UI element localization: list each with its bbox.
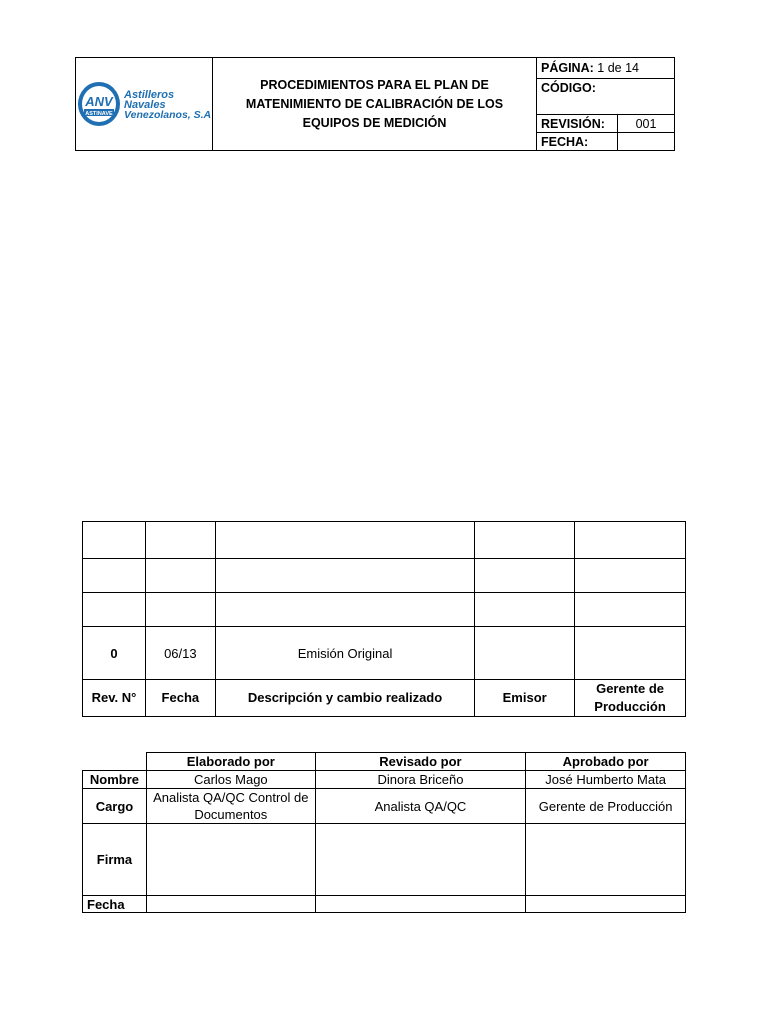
table-cell xyxy=(145,559,215,593)
fecha-label: FECHA: xyxy=(537,133,618,151)
svg-text:ANV: ANV xyxy=(85,93,113,109)
col-elaborado: Elaborado por xyxy=(146,753,315,771)
codigo-cell xyxy=(537,79,675,115)
nombre-aprobado: José Humberto Mata xyxy=(526,771,686,789)
table-row xyxy=(83,522,686,559)
document-header xyxy=(75,57,675,151)
header-emisor: Emisor xyxy=(475,680,575,717)
table-cell xyxy=(83,559,146,593)
header-fecha: Fecha xyxy=(145,680,215,717)
corner-cell xyxy=(83,753,147,771)
table-row xyxy=(83,627,686,680)
table-cell xyxy=(575,593,686,627)
table-cell xyxy=(215,559,474,593)
rev-date: 06/13 xyxy=(145,627,215,680)
table-cell xyxy=(475,593,575,627)
table-cell xyxy=(215,593,474,627)
rev-description: Emisión Original xyxy=(215,627,474,680)
nombre-elaborado: Carlos Mago xyxy=(146,771,315,789)
svg-text:Astilleros: Astilleros xyxy=(124,88,175,101)
svg-text:Venezolanos, S.A: Venezolanos, S.A xyxy=(124,108,212,121)
revision-label: REVISIÓN: xyxy=(537,115,618,133)
firma-label: Firma xyxy=(83,824,147,896)
revision-history-table xyxy=(82,521,686,717)
cargo-elaborado: Analista QA/QC Control de Documentos xyxy=(146,789,315,824)
approval-header-row xyxy=(83,753,686,771)
table-cell xyxy=(145,593,215,627)
approval-table xyxy=(82,752,686,913)
table-cell xyxy=(83,593,146,627)
fecha-aprobado xyxy=(526,896,686,913)
table-row xyxy=(83,559,686,593)
firma-row xyxy=(83,824,686,896)
nombre-revisado: Dinora Briceño xyxy=(315,771,526,789)
document-title: PROCEDIMIENTOS PARA EL PLAN DE MATENIMIENTO DE CALIBRACIÓN DE LOS EQUIPOS DE MEDICIÓN xyxy=(213,58,537,151)
table-row xyxy=(83,593,686,627)
rev-emisor xyxy=(475,627,575,680)
firma-aprobado xyxy=(526,824,686,896)
revision-value: 001 xyxy=(618,115,675,133)
codigo-label: CÓDIGO: xyxy=(541,81,596,95)
nombre-label: Nombre xyxy=(83,771,147,789)
fecha-value xyxy=(618,133,675,151)
table-cell xyxy=(475,559,575,593)
astinave-logo xyxy=(76,68,212,138)
fecha-revisado xyxy=(315,896,526,913)
table-cell xyxy=(145,522,215,559)
rev-gerente xyxy=(575,627,686,680)
pagina-label: PÁGINA: xyxy=(541,61,594,75)
cargo-aprobado: Gerente de Producción xyxy=(526,789,686,824)
rev-number: 0 xyxy=(83,627,146,680)
fecha-label: Fecha xyxy=(83,896,147,913)
table-cell xyxy=(83,522,146,559)
firma-elaborado xyxy=(146,824,315,896)
header-descripcion: Descripción y cambio realizado xyxy=(215,680,474,717)
header-gerente: Gerente de Producción xyxy=(575,680,686,717)
col-revisado: Revisado por xyxy=(315,753,526,771)
revision-header-row xyxy=(83,680,686,717)
svg-text:Navales: Navales xyxy=(124,98,166,111)
col-aprobado: Aprobado por xyxy=(526,753,686,771)
cargo-revisado: Analista QA/QC xyxy=(315,789,526,824)
fecha-row xyxy=(83,896,686,913)
pagina-cell xyxy=(537,58,675,79)
logo-cell xyxy=(76,58,213,151)
table-cell xyxy=(575,559,686,593)
header-rev-no: Rev. N° xyxy=(83,680,146,717)
table-cell xyxy=(475,522,575,559)
logo-badge: ASTINAVE xyxy=(85,110,113,117)
firma-revisado xyxy=(315,824,526,896)
cargo-label: Cargo xyxy=(83,789,147,824)
nombre-row xyxy=(83,771,686,789)
cargo-row xyxy=(83,789,686,824)
table-cell xyxy=(215,522,474,559)
pagina-value: 1 de 14 xyxy=(597,61,639,75)
fecha-elaborado xyxy=(146,896,315,913)
table-cell xyxy=(575,522,686,559)
